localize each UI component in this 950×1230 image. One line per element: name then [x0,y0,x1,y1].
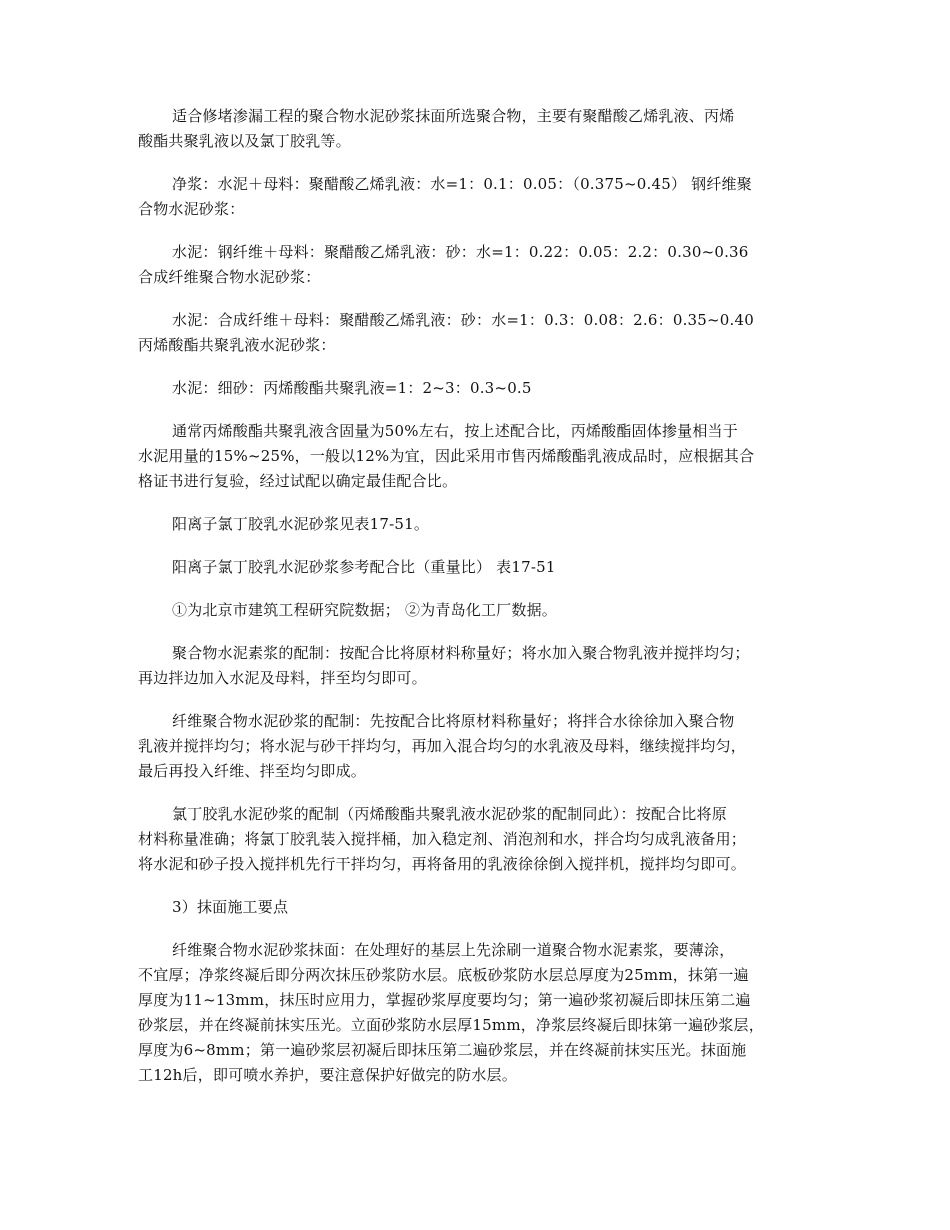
paragraph-acrylic-solid-content: 通常丙烯酸酯共聚乳液含固量为50%左右，按上述配合比，丙烯酸酯固体掺量相当于 水泥用量的15%~25%，一般以12%为宜，因此采用市售丙烯酸酯乳液成品时，应根据其合 格证书进行复验，经过试配以确定最佳配合比。 [138,422,755,490]
paragraph-table-caption: 阳离子氯丁胶乳水泥砂浆参考配合比（重量比） 表17-51 [172,558,556,576]
paragraph-steel-fiber-ratio: 水泥：钢纤维＋母料：聚醋酸乙烯乳液：砂：水=1：0.22：0.05：2.2：0.30~0.36 合成纤维聚合物水泥砂浆： [138,243,749,286]
paragraph-synthetic-fiber-ratio: 水泥：合成纤维＋母料：聚醋酸乙烯乳液：砂：水=1：0.3：0.08：2.6：0.35~0.40 丙烯酸酯共聚乳液水泥砂浆： [138,311,754,354]
paragraph-chloroprene-mortar-preparation: 氯丁胶乳水泥砂浆的配制（丙烯酸酯共聚乳液水泥砂浆的配制同此）：按配合比将原 材料称量准确；将氯丁胶乳装入搅拌桶，加入稳定剂、消泡剂和水，拌合均匀成乳液备用； 将水泥和砂子投入搅拌机先行干拌均匀，再将备用的乳液徐徐倒入搅拌机，搅拌均匀即可。 [138,805,747,873]
paragraph-neat-paste-ratio: 净浆：水泥＋母料：聚醋酸乙烯乳液：水=1：0.1：0.05：（0.375~0.45） 钢纤维聚 合物水泥砂浆： [138,175,752,218]
document-body [138,104,814,1106]
paragraph-fiber-mortar-preparation: 纤维聚合物水泥砂浆的配制：先按配合比将原材料称量好；将拌合水徐徐加入聚合物 乳液并搅拌均匀；将水泥与砂干拌均匀，再加入混合均匀的水乳液及母料，继续搅拌均匀， 最后再投入纤维、拌至均匀即成。 [138,712,747,780]
paragraph-plastering-procedure: 纤维聚合物水泥砂浆抹面：在处理好的基层上先涂刷一道聚合物水泥素浆，要薄涂， 不宜厚；净浆终凝后即分两次抹压砂浆防水层。底板砂浆防水层总厚度为25mm，抹第一遍 厚度为11~13mm，抹压时应用力，掌握砂浆厚度要均匀；第一遍砂浆初凝后即抹压第二遍 砂浆层，并在终凝前抹实压光。立面砂浆防水层厚15mm，净浆层终凝后即抹第一遍砂浆层， 厚度为6~8mm；第一遍砂浆层初凝后即抹压第二遍砂浆层，并在终凝前抹实压光。抹面施 工12h后，即可喷水养护，要注意保护好做完的防水层。 [138,941,764,1084]
paragraph-table-reference: 阳离子氯丁胶乳水泥砂浆见表17-51。 [172,515,430,533]
paragraph-acrylic-ratio: 水泥：细砂：丙烯酸酯共聚乳液=1：2~3：0.3~0.5 [172,379,532,397]
paragraph-neat-paste-preparation: 聚合物水泥素浆的配制：按配合比将原材料称量好；将水加入聚合物乳液并搅拌均匀； 再边拌边加入水泥及母料，拌至均匀即可。 [138,644,750,687]
paragraph-polymer-selection: 适合修堵渗漏工程的聚合物水泥砂浆抹面所选聚合物，主要有聚醋酸乙烯乳液、丙烯 酸酯共聚乳液以及氯丁胶乳等。 [138,107,735,150]
section-heading-plastering-points: 3）抹面施工要点 [172,898,289,916]
paragraph-table-notes: ①为北京市建筑工程研究院数据； ②为青岛化工厂数据。 [172,601,557,619]
